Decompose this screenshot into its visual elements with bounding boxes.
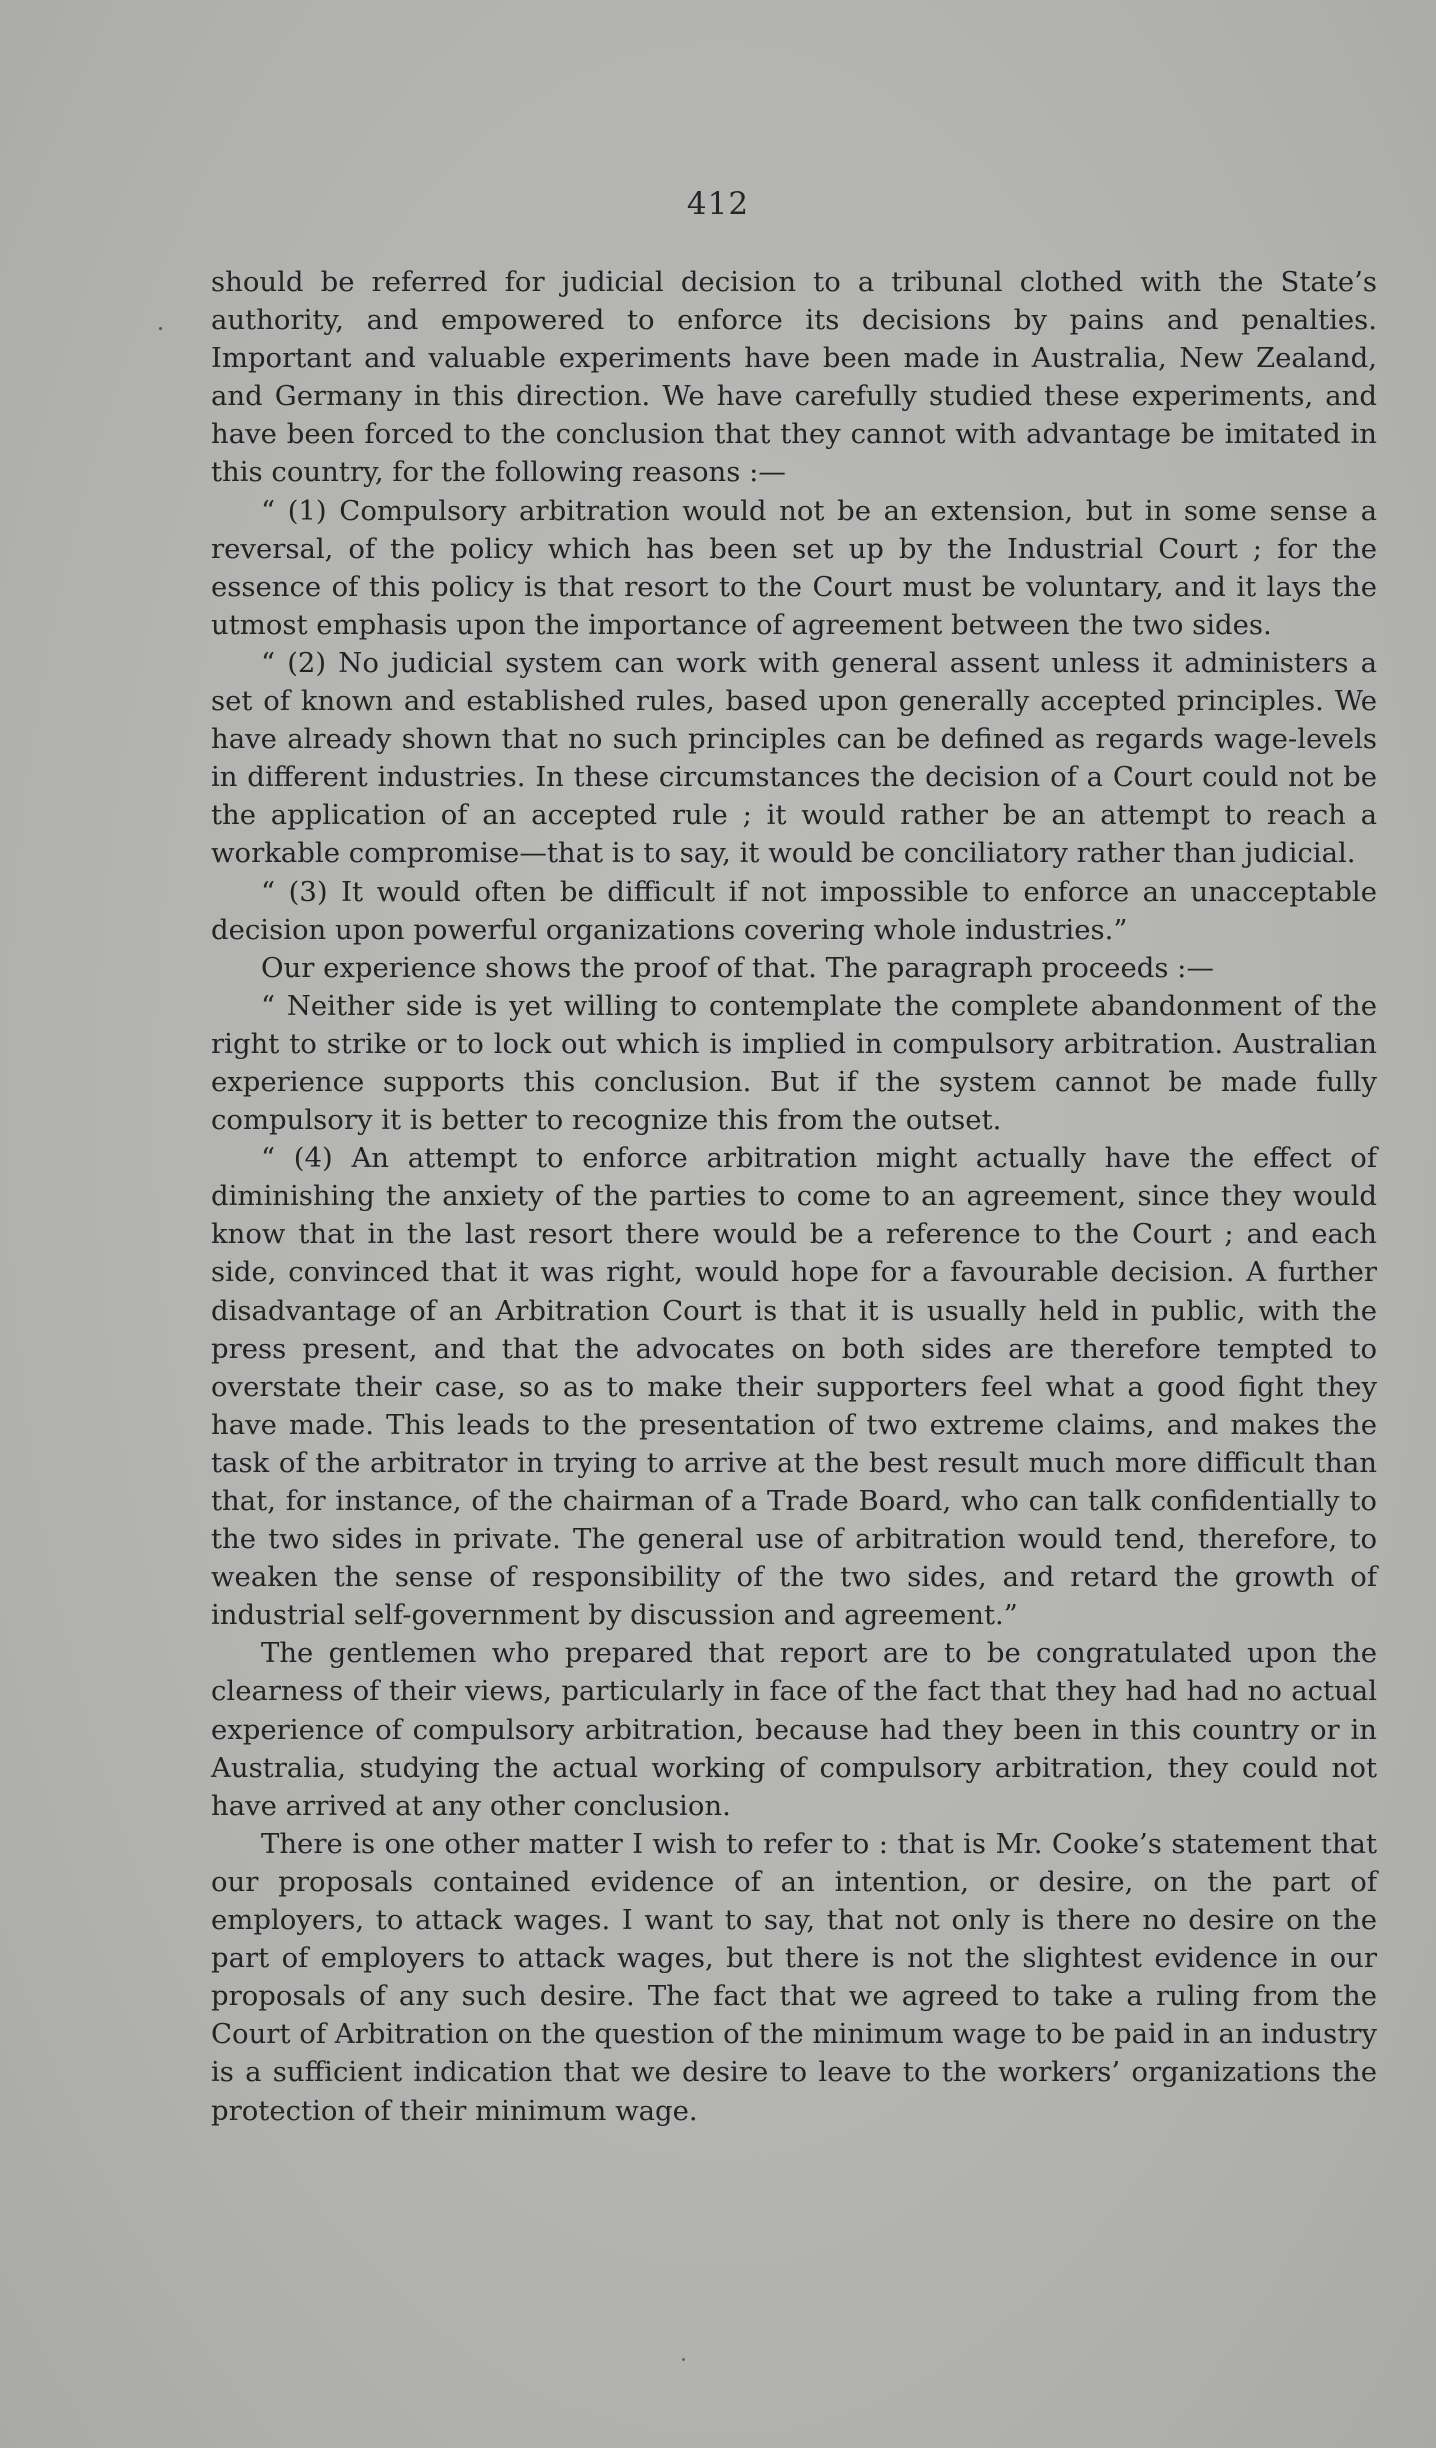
footer-mark (682, 2358, 685, 2361)
body-text (211, 263, 1377, 2130)
page-number: 412 (686, 186, 750, 222)
quoted-reason-3: “ (3) It would often be difficult if not impossible to enforce an unacceptable decision upon powerful organizations covering whole industries.” (211, 875, 1377, 946)
paragraph-experience: Our experience shows the proof of that. The paragraph proceeds :— (261, 951, 1214, 984)
quoted-reason-1: “ (1) Compulsory arbitration would not be an extension, but in some sense a reversal, of the policy which has been set up by the Industrial Court ; for the essence of this policy is that resort to the Court must be voluntary, and it lays the utmost emphasis upon the importance of agreement between the two sides. (211, 494, 1377, 641)
quoted-reason-2: “ (2) No judicial system can work with general assent unless it administers a set of known and established rules, based upon generally accepted principles. We have already shown that no such principles can be defined as regards wage-levels in different industries. In these circumstances the decision of a Court could not be the application of an accepted rule ; it would rather be an attempt to reach a workable compromise—that is to say, it would be conciliatory rather than judicial. (211, 646, 1377, 870)
margin-mark (159, 327, 162, 330)
quoted-reason-4: “ (4) An attempt to enforce arbitration might actually have the effect of diminishing the anxiety of the parties to come to an agreement, since they would know that in the last resort there would be a reference to the Court ; and each side, convinced that it was right, would hope for a favourable decision. A further disadvantage of an Arbitration Court is that it is usually held in public, with the press present, and that the advocates on both sides are therefore tempted to overstate their case, so as to make their supporters feel what a good fight they have made. This leads to the presentation of two extreme claims, and makes the task of the arbitrator in trying to arrive at the best result much more difficult than that, for instance, of the chairman of a Trade Board, who can talk confidentially to the two sides in private. The general use of arbitration would tend, therefore, to weaken the sense of responsibility of the two sides, and retard the growth of industrial self-government by discussion and agreement.” (211, 1142, 1377, 1632)
paragraph-continuation: should be referred for judicial decision to a tribunal clothed with the State’s authority, and empowered to enforce its decisions by pains and penalties. Important and valuable experiments have been made in Australia, New Zealand, and Germany in this direction. We have carefully studied these experiments, and have been forced to the conclusion that they cannot with advantage be imitated in this country, for the following reasons :— (211, 266, 1377, 489)
paragraph-other-matter: There is one other matter I wish to refer to : that is Mr. Cooke’s statement that our proposals contained evidence of an intention, or desire, on the part of employers, to attack wages. I want to say, that not only is there no desire on the part of employers to attack wages, but there is not the slightest evidence in our proposals of any such desire. The fact that we agreed to take a ruling from the Court of Arbitration on the question of the minimum wage to be paid in an industry is a sufficient indication that we desire to leave to the workers’ organizations the protection of their minimum wage. (211, 1827, 1377, 2127)
quoted-neither-side: “ Neither side is yet willing to contemplate the complete abandonment of the right to strike or to lock out which is implied in compulsory arbitration. Australian experience supports this conclusion. But if the system cannot be made fully compulsory it is better to recognize this from the outset. (211, 989, 1377, 1137)
paragraph-gentlemen: The gentlemen who prepared that report are to be congratulated upon the clearness of their views, particularly in face of the fact that they had had no actual experience of compulsory arbitration, because had they been in this country or in Australia, studying the actual working of compulsory arbitration, they could not have arrived at any other conclusion. (211, 1637, 1377, 1822)
